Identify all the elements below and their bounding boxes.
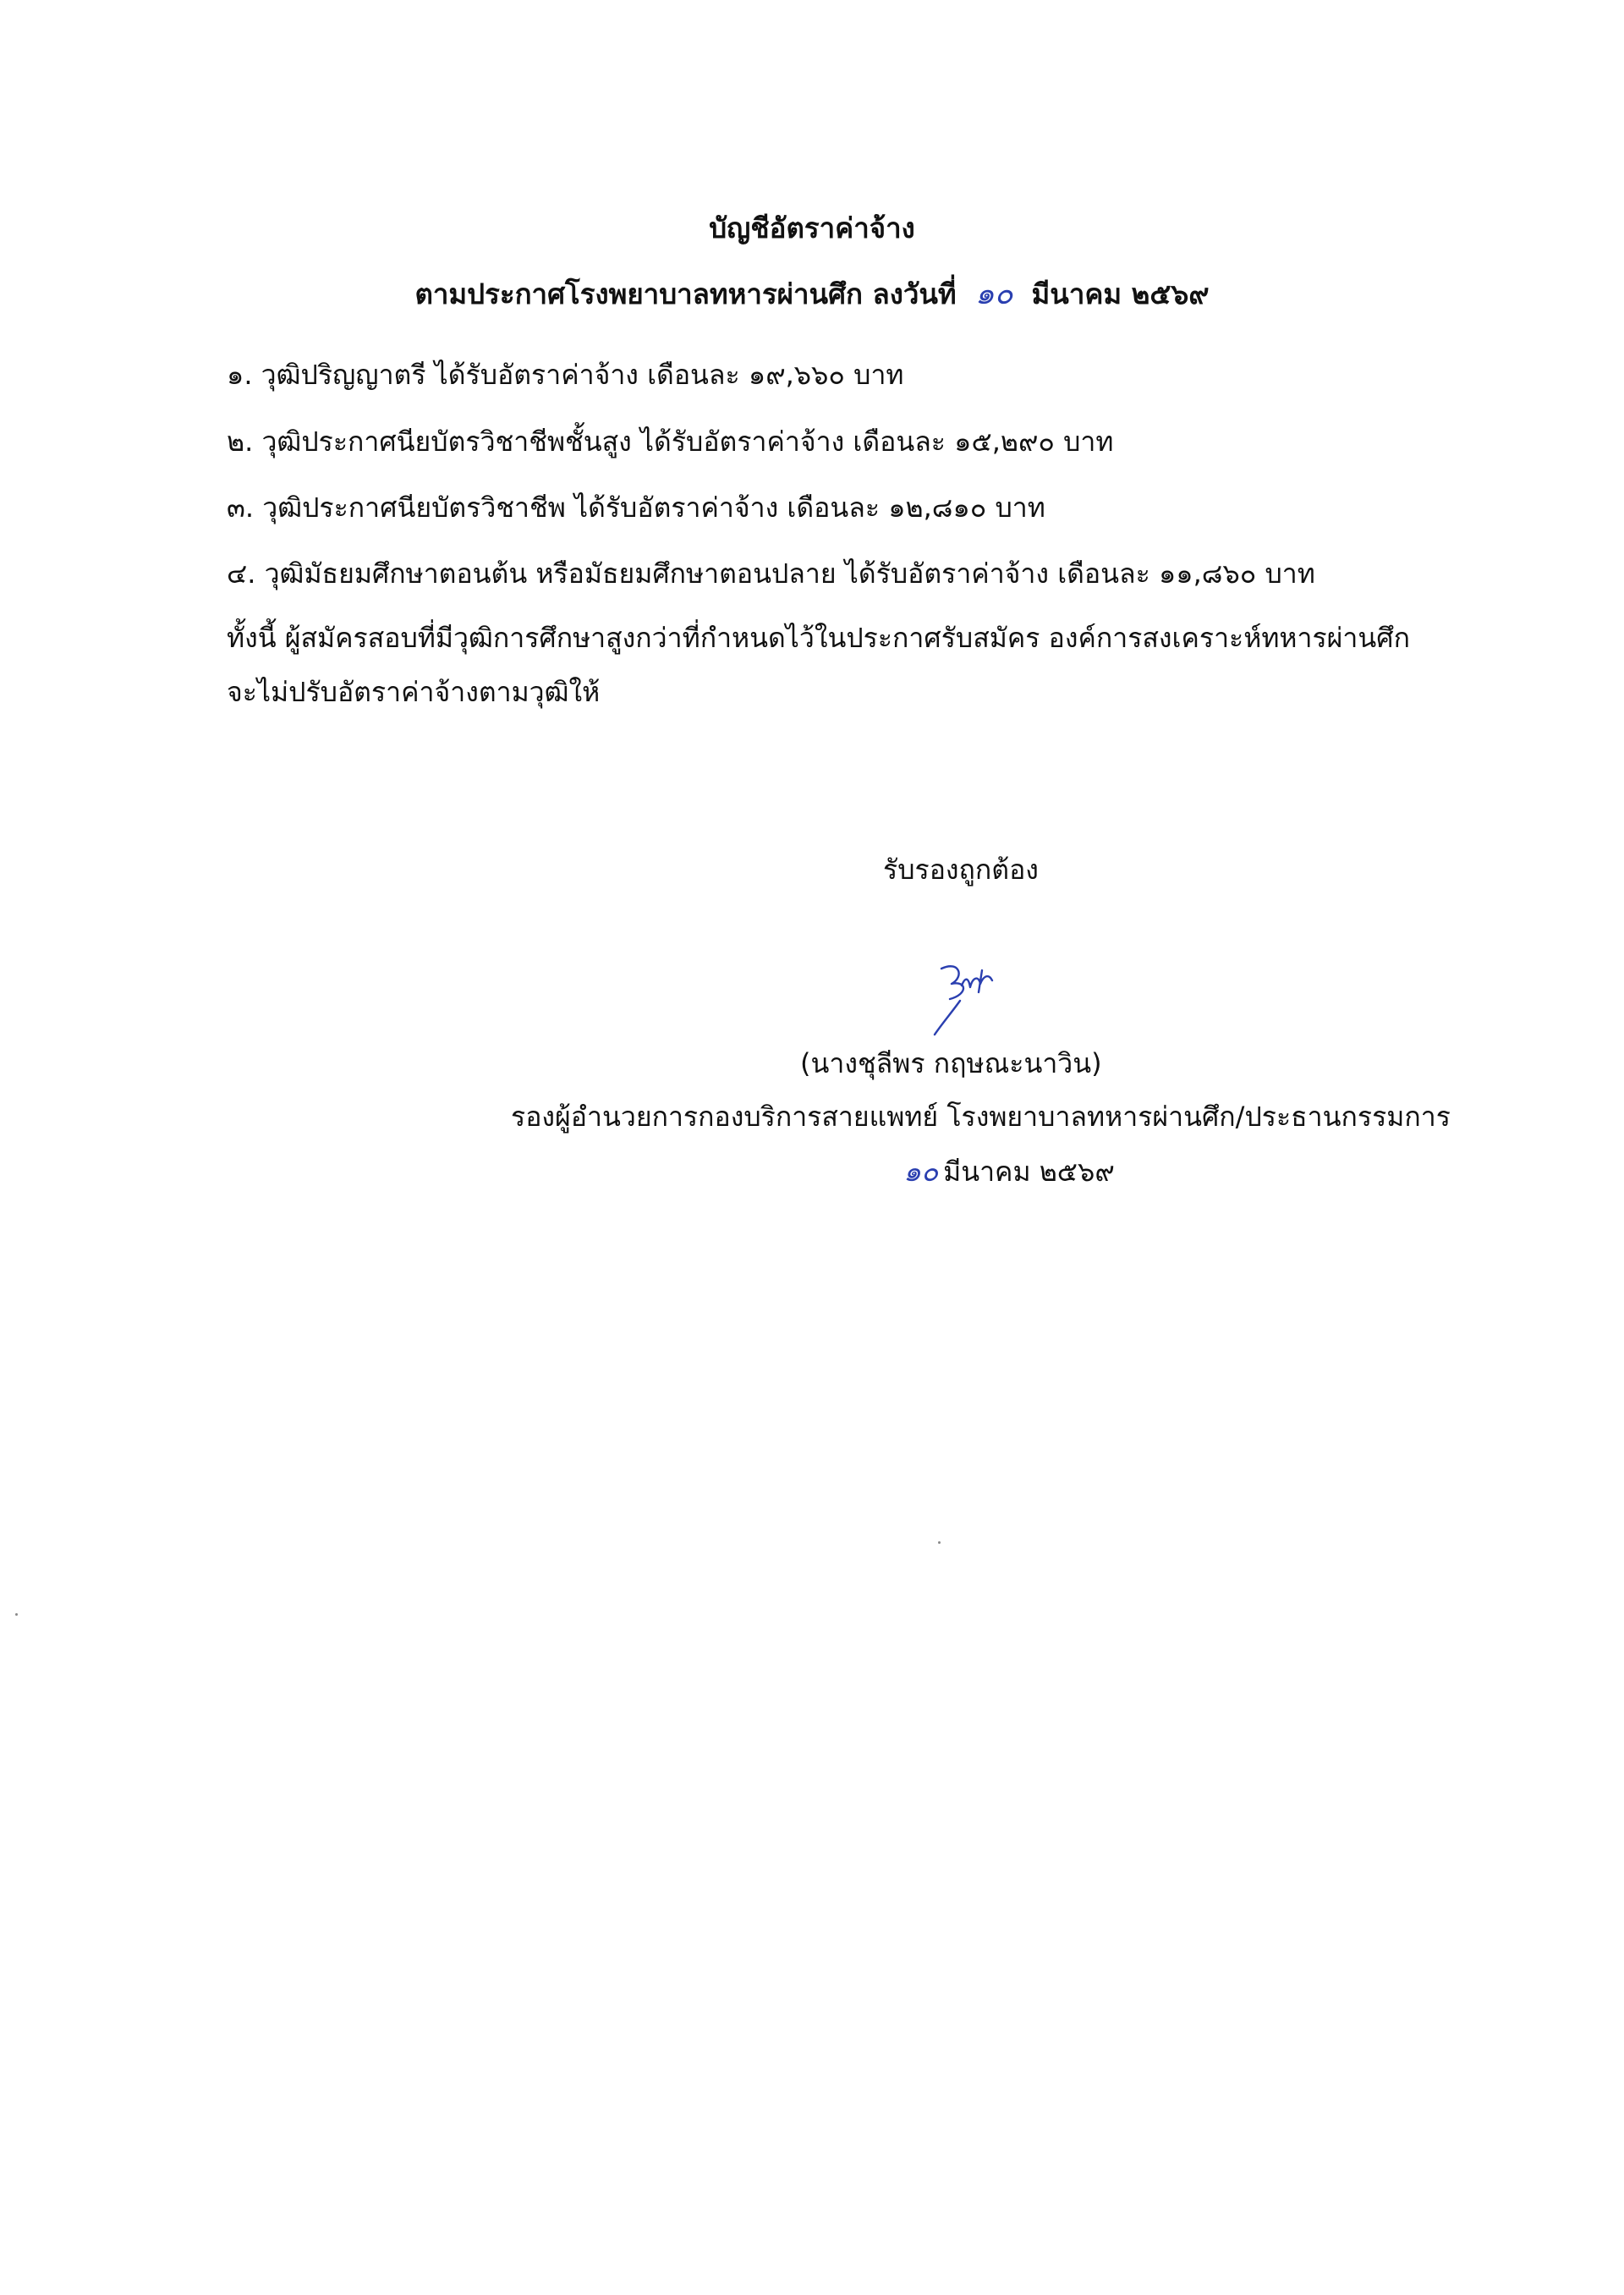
rate-item-high-vocational: ๒. วุฒิประกาศนียบัตรวิชาชีพชั้นสูง ได้รับอัตราค่าจ้าง เดือนละ ๑๕,๒๙๐ บาท [227,426,1114,458]
subtitle-prefix: ตามประกาศโรงพยาบาลทหารผ่านศึก ลงวันที่ [414,277,957,310]
handwritten-day: ๑๐ [974,277,1013,311]
document-subtitle [0,269,1624,317]
document-title: บัญชีอัตราค่าจ้าง [709,211,915,244]
subtitle-suffix: มีนาคม ๒๕๖๙ [1031,277,1210,310]
note-line-2: จะไม่ปรับอัตราค่าจ้างตามวุฒิให้ [227,676,601,708]
handwritten-signature [926,952,1028,1036]
signer-name: (นางชุลีพร กฤษณะนาวิน) [800,1047,1102,1079]
signer-position: รองผู้อำนวยการกองบริการสายแพทย์ โรงพยาบาลทหารผ่านศึก/ประธานกรรมการ [511,1101,1451,1133]
date-rest: มีนาคม ๒๕๖๙ [943,1156,1115,1188]
rate-item-bachelor: ๑. วุฒิปริญญาตรี ได้รับอัตราค่าจ้าง เดือนละ ๑๙,๖๖๐ บาท [227,359,904,391]
scan-speck [938,1541,941,1544]
handwritten-date-day: ๑๐ [903,1155,939,1188]
rate-item-vocational: ๓. วุฒิประกาศนียบัตรวิชาชีพ ได้รับอัตราค่าจ้าง เดือนละ ๑๒,๘๑๐ บาท [227,491,1045,524]
note-line-1: ทั้งนี้ ผู้สมัครสอบที่มีวุฒิการศึกษาสูงกว่าที่กำหนดไว้ในประกาศรับสมัคร องค์การสงเคราะห์ทหารผ่านศึก [227,622,1410,654]
certification-label: รับรองถูกต้อง [883,854,1039,886]
scan-speck [15,1613,18,1616]
signature-date [903,1149,1115,1194]
rate-item-secondary: ๔. วุฒิมัธยมศึกษาตอนต้น หรือมัธยมศึกษาตอนปลาย ได้รับอัตราค่าจ้าง เดือนละ ๑๑,๘๖๐ บาท [227,557,1315,590]
